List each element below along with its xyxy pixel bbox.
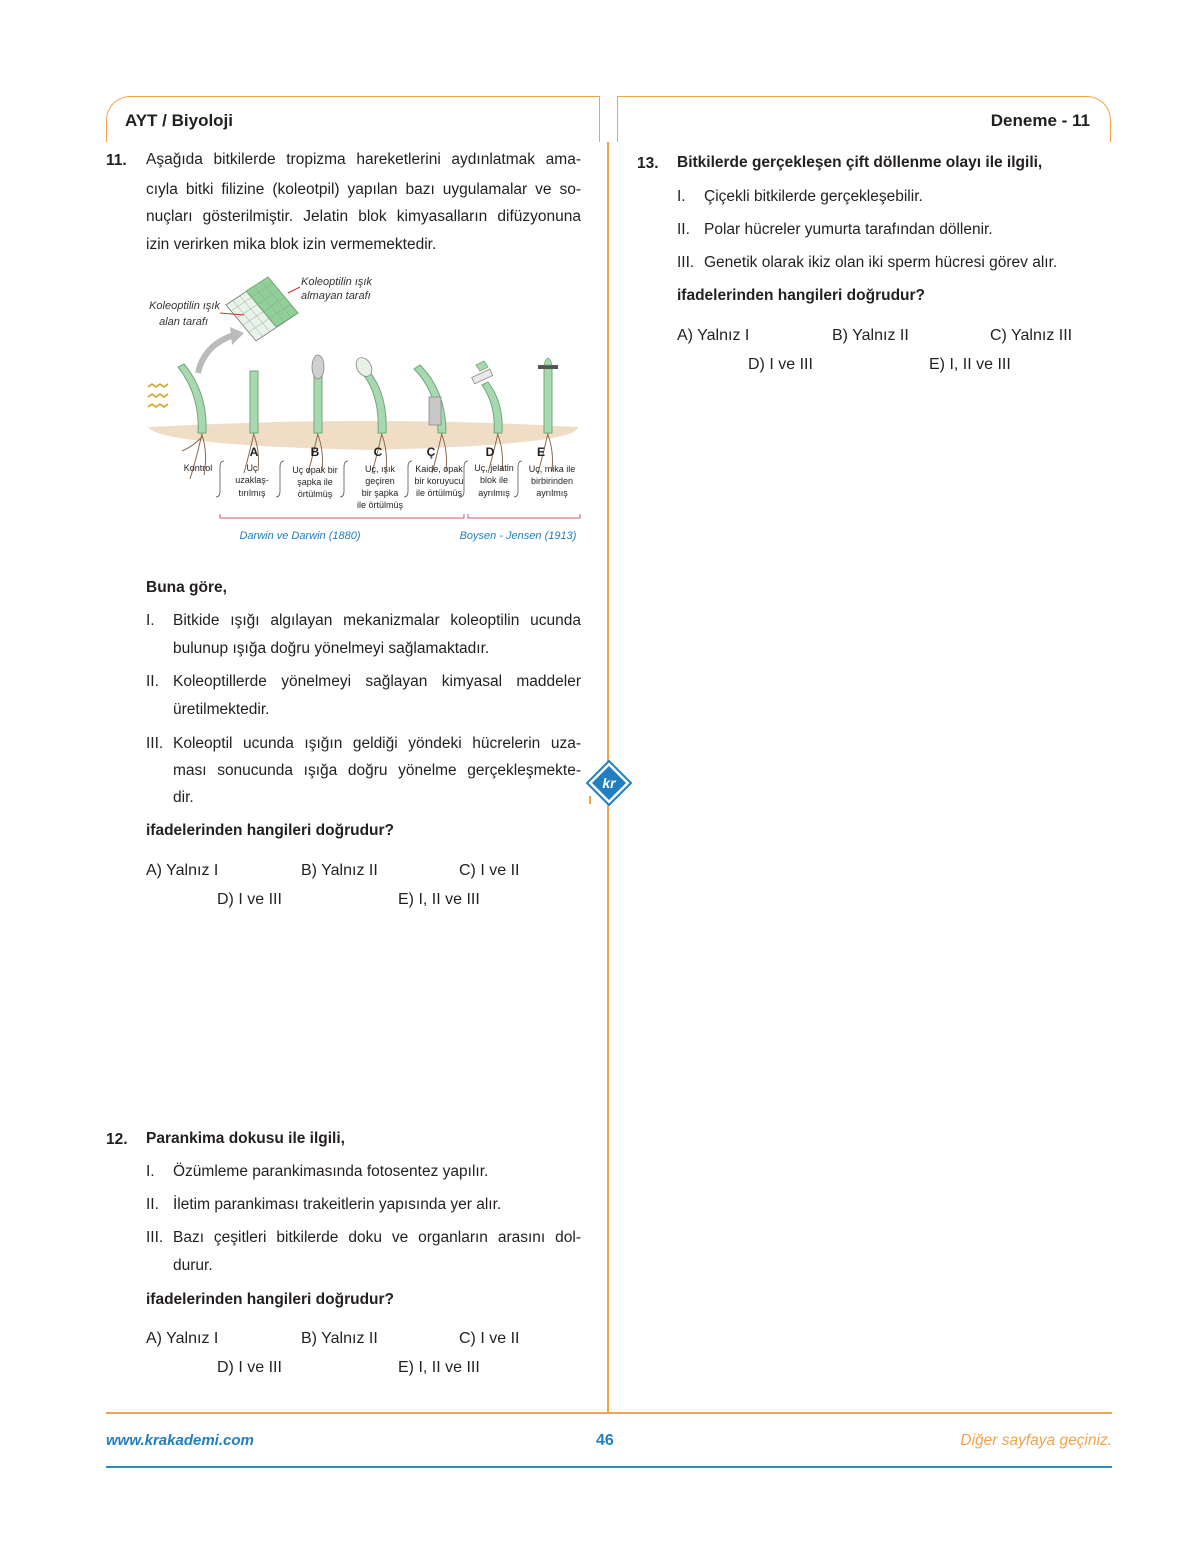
- q11-item-line: Bitkide ışığı algılayan mekanizmalar koleoptilin ucunda: [173, 612, 581, 629]
- caption-c: bir şapka: [361, 488, 399, 498]
- q11-roman: III.: [146, 735, 164, 752]
- footer-url[interactable]: www.krakademi.com: [106, 1432, 254, 1449]
- q12-stem: Parankima dokusu ile ilgili,: [146, 1130, 345, 1147]
- caption-a: uzaklaş-: [235, 475, 269, 485]
- q11-item-line: dir.: [173, 789, 194, 806]
- coleoptile-experiment-figure: [138, 265, 598, 555]
- q13-number: 13.: [637, 155, 659, 172]
- q12-number: 12.: [106, 1131, 128, 1148]
- q12-item-line: durur.: [173, 1257, 213, 1274]
- caption-a: tırılmış: [238, 488, 266, 498]
- q12-roman: I.: [146, 1163, 155, 1180]
- label-light-side: alan tarafı: [159, 316, 208, 328]
- q12-option-a[interactable]: A) Yalnız I: [146, 1330, 219, 1347]
- header-subject: AYT / Biyoloji: [125, 111, 234, 130]
- label-a: A: [249, 445, 259, 459]
- q13-roman: I.: [677, 188, 686, 205]
- zoom-arrow: [198, 335, 234, 373]
- q13-item-line: Polar hücreler yumurta tarafından döllenir.: [704, 221, 993, 238]
- coleoptile-e: [544, 367, 552, 433]
- caption-d: Uç, jelatin: [474, 463, 514, 473]
- caption-c: ile örtülmüş: [356, 500, 404, 510]
- caption-b: Uç opak bir: [292, 465, 338, 475]
- header-subject-box: [106, 96, 600, 142]
- q13-stem: Bitkilerde gerçekleşen çift döllenme olayı ile ilgili,: [677, 154, 1043, 171]
- caption-control: Kontrol: [183, 463, 213, 473]
- footer-next-page: Diğer sayfaya geçiniz.: [960, 1432, 1112, 1449]
- bracket-darwin: [220, 514, 464, 518]
- q12-option-e[interactable]: E) I, II ve III: [398, 1359, 480, 1376]
- q11-option-e[interactable]: E) I, II ve III: [398, 891, 480, 908]
- q12-roman: III.: [146, 1229, 164, 1246]
- q12-roman: II.: [146, 1196, 159, 1213]
- caption-c: geçiren: [365, 476, 395, 486]
- q13-option-e[interactable]: E) I, II ve III: [929, 356, 1011, 373]
- q12-item-line: Özümleme parankimasında fotosentez yapılır.: [173, 1163, 489, 1180]
- mica-block: [538, 365, 558, 369]
- bracket-boysen: [468, 514, 580, 518]
- q13-item-line: Genetik olarak ikiz olan iki sperm hücresi görev alır.: [704, 254, 1058, 271]
- q11-option-c[interactable]: C) I ve II: [459, 862, 520, 879]
- caption-b: örtülmüş: [297, 489, 333, 499]
- caption-e: ayrılmış: [536, 488, 568, 498]
- label-b: B: [310, 445, 320, 459]
- label-c: C: [373, 445, 383, 459]
- header-exam: Deneme - 11: [990, 111, 1090, 130]
- q11-question: ifadelerinden hangileri doğrudur?: [146, 822, 395, 839]
- q13-roman: II.: [677, 221, 690, 238]
- label-light-side: Koleoptilin ışık: [149, 300, 220, 312]
- q11-item-line: bulunup ışığa doğru yönelmeyi sağlamaktadır.: [173, 640, 490, 657]
- q11-roman: II.: [146, 673, 159, 690]
- light-source-icon: [148, 384, 168, 407]
- ref-darwin: Darwin ve Darwin (1880): [239, 530, 361, 542]
- q12-question: ifadelerinden hangileri doğrudur?: [146, 1291, 395, 1308]
- q11-stem-line: Aşağıda bitkilerde tropizma hareketlerini aydınlatmak ama-: [146, 151, 581, 168]
- caption-e: birbirinden: [530, 476, 574, 486]
- q12-option-b[interactable]: B) Yalnız II: [301, 1330, 378, 1347]
- q11-option-a[interactable]: A) Yalnız I: [146, 862, 219, 879]
- soil: [148, 421, 578, 450]
- logo-text: kr: [602, 775, 616, 791]
- caption-c-cedilla: Kaide, opak: [415, 464, 463, 474]
- q13-option-d[interactable]: D) I ve III: [748, 356, 813, 373]
- q13-option-a[interactable]: A) Yalnız I: [677, 327, 750, 344]
- label-e: E: [536, 445, 546, 459]
- gelatin-block: [472, 369, 493, 384]
- caption-b: şapka ile: [297, 477, 333, 487]
- q11-item-line: ması sonucunda ışığa doğru yönelme gerçekleşmekte-: [173, 762, 581, 779]
- q11-item-line: Koleoptillerde yönelmeyi sağlayan kimyasal maddeler: [173, 673, 581, 690]
- q13-option-c[interactable]: C) Yalnız III: [990, 327, 1073, 344]
- q11-roman: I.: [146, 612, 155, 629]
- caption-d: blok ile: [479, 475, 509, 485]
- q11-lead: Buna göre,: [146, 579, 227, 596]
- q12-option-c[interactable]: C) I ve II: [459, 1330, 520, 1347]
- ref-boysen: Boysen - Jensen (1913): [459, 530, 577, 542]
- coleoptile-control: [178, 364, 206, 433]
- label-c-cedilla: Ç: [426, 445, 436, 459]
- caption-d: ayrılmış: [478, 488, 510, 498]
- opaque-cap: [312, 355, 324, 379]
- q11-stem-line: cıyla bitki filizine (koleotpil) yapılan bazı uygulamalar ve so-: [146, 181, 581, 198]
- q13-item-line: Çiçekli bitkilerde gerçekleşebilir.: [704, 188, 923, 205]
- q13-question: ifadelerinden hangileri doğrudur?: [677, 287, 926, 304]
- caption-c-cedilla: bir koruyucu: [414, 476, 464, 486]
- q11-stem-line: izin verirken mika blok izin vermemektedir.: [146, 236, 437, 253]
- footer-divider-top: [106, 1412, 1112, 1414]
- label-dark-side: Koleoptilin ışık: [301, 276, 372, 288]
- coleoptile-a: [250, 371, 258, 433]
- publisher-logo-icon: [586, 760, 632, 806]
- q11-number: 11.: [106, 152, 127, 169]
- footer-divider-bottom: [106, 1466, 1112, 1468]
- q12-item-line: İletim parankiması trakeitlerin yapısında yer alır.: [173, 1196, 502, 1213]
- opaque-base-cover: [429, 397, 441, 425]
- caption-e: Uç, mika ile: [528, 464, 576, 474]
- q13-option-b[interactable]: B) Yalnız II: [832, 327, 909, 344]
- q12-option-d[interactable]: D) I ve III: [217, 1359, 282, 1376]
- page-number: 46: [596, 1432, 614, 1449]
- label-dark-side: almayan tarafı: [301, 290, 371, 302]
- caption-c: Uç, ışık: [364, 464, 396, 474]
- label-d: D: [485, 445, 495, 459]
- header-exam-box: [617, 96, 1111, 142]
- q12-item-line: Bazı çeşitleri bitkilerde doku ve organların arasını dol-: [173, 1229, 581, 1246]
- q11-stem-line: nuçları gösterilmiştir. Jelatin blok kimyasalların difüzyonuna: [146, 208, 581, 225]
- q13-roman: III.: [677, 254, 695, 271]
- coleoptile-b: [314, 375, 322, 433]
- q11-option-b[interactable]: B) Yalnız II: [301, 862, 378, 879]
- q11-item-line: üretilmektedir.: [173, 701, 270, 718]
- caption-c-cedilla: ile örtülmüş: [415, 488, 463, 498]
- caption-a: Uç: [246, 463, 258, 473]
- q11-option-d[interactable]: D) I ve III: [217, 891, 282, 908]
- q11-item-line: Koleoptil ucunda ışığın geldiği yöndeki hücrelerin uza-: [173, 735, 581, 752]
